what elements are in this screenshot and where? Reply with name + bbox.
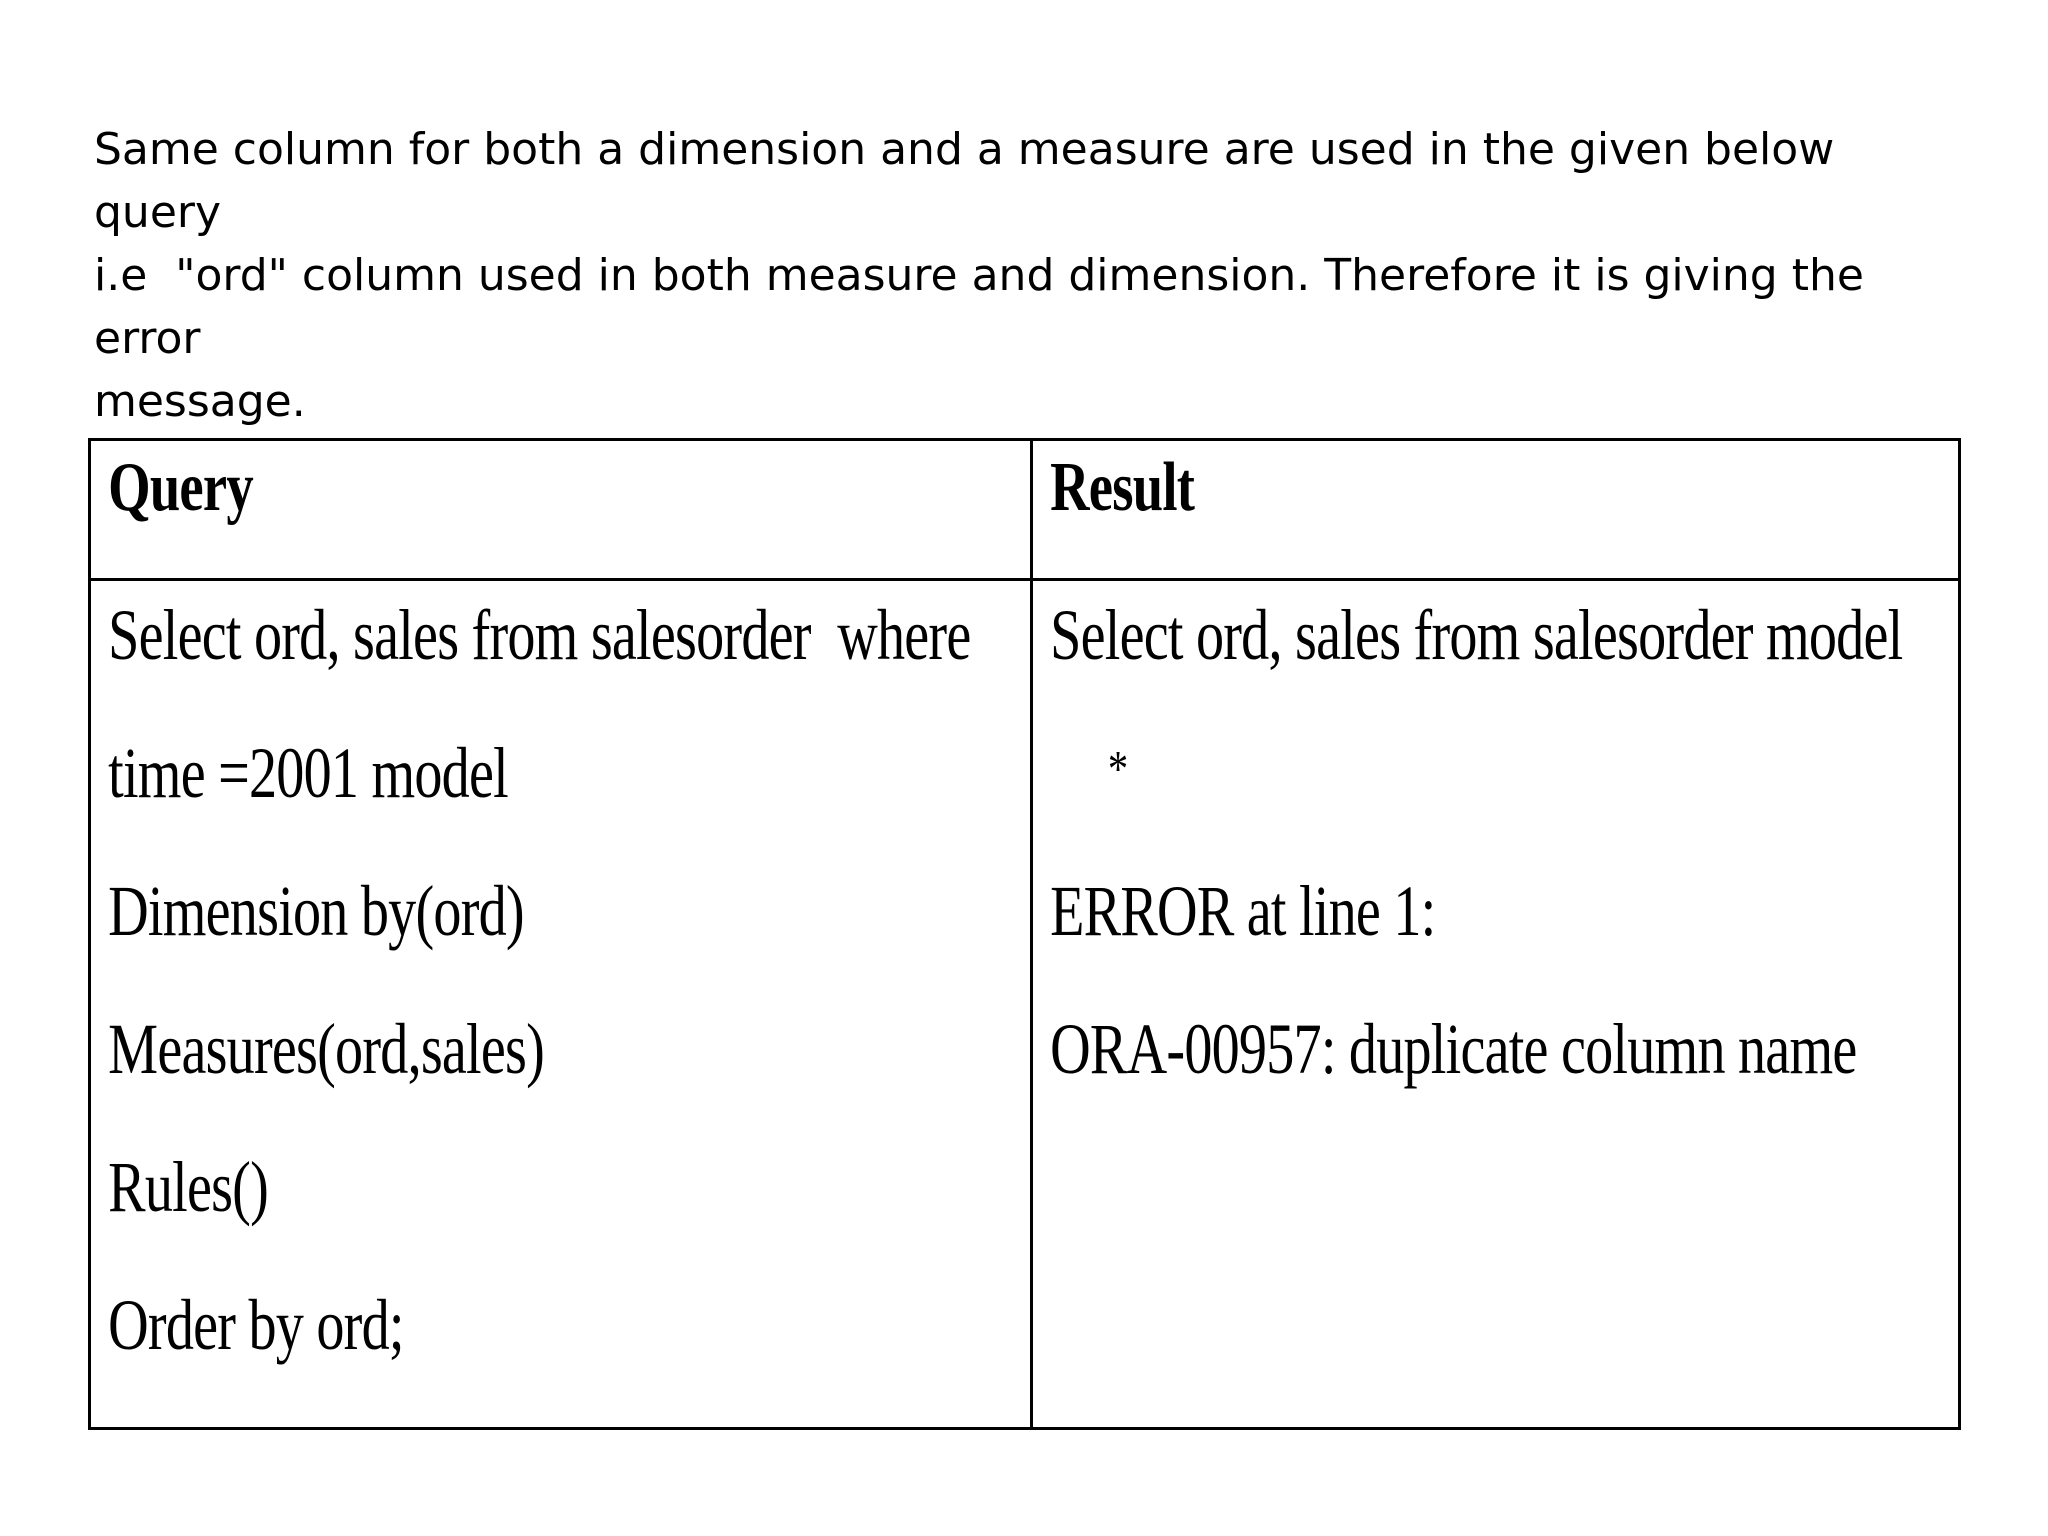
- query-line: Rules(): [108, 1147, 269, 1227]
- result-cell: [1032, 580, 1960, 1429]
- result-line: *: [1107, 741, 1128, 798]
- intro-line: i.e "ord" column used in both measure and dimension. Therefore it is giving the error: [94, 250, 1878, 364]
- result-header-cell: [1032, 440, 1960, 580]
- result-lines: [1033, 581, 1958, 1151]
- query-cell: [90, 580, 1032, 1429]
- query-line: Measures(ord,sales): [108, 1009, 545, 1089]
- result-line: Select ord, sales from salesorder model: [1050, 595, 1903, 675]
- query-result-table: [88, 438, 1961, 1430]
- intro-paragraph: [94, 118, 1954, 433]
- query-line: Order by ord;: [108, 1285, 404, 1365]
- query-line: time =2001 model: [108, 733, 508, 813]
- query-header: Query: [108, 449, 253, 526]
- result-line: ERROR at line 1:: [1050, 871, 1436, 951]
- query-line: Dimension by(ord): [108, 871, 524, 951]
- table-header-row: [90, 440, 1960, 580]
- query-header-cell: [90, 440, 1032, 580]
- query-lines: [91, 581, 1030, 1427]
- intro-line: message.: [94, 376, 306, 427]
- result-header: Result: [1050, 449, 1195, 526]
- table-body-row: [90, 580, 1960, 1429]
- query-line: Select ord, sales from salesorder where: [108, 595, 971, 675]
- result-line: ORA-00957: duplicate column name: [1050, 1009, 1857, 1089]
- intro-line: Same column for both a dimension and a measure are used in the given below query: [94, 124, 1849, 238]
